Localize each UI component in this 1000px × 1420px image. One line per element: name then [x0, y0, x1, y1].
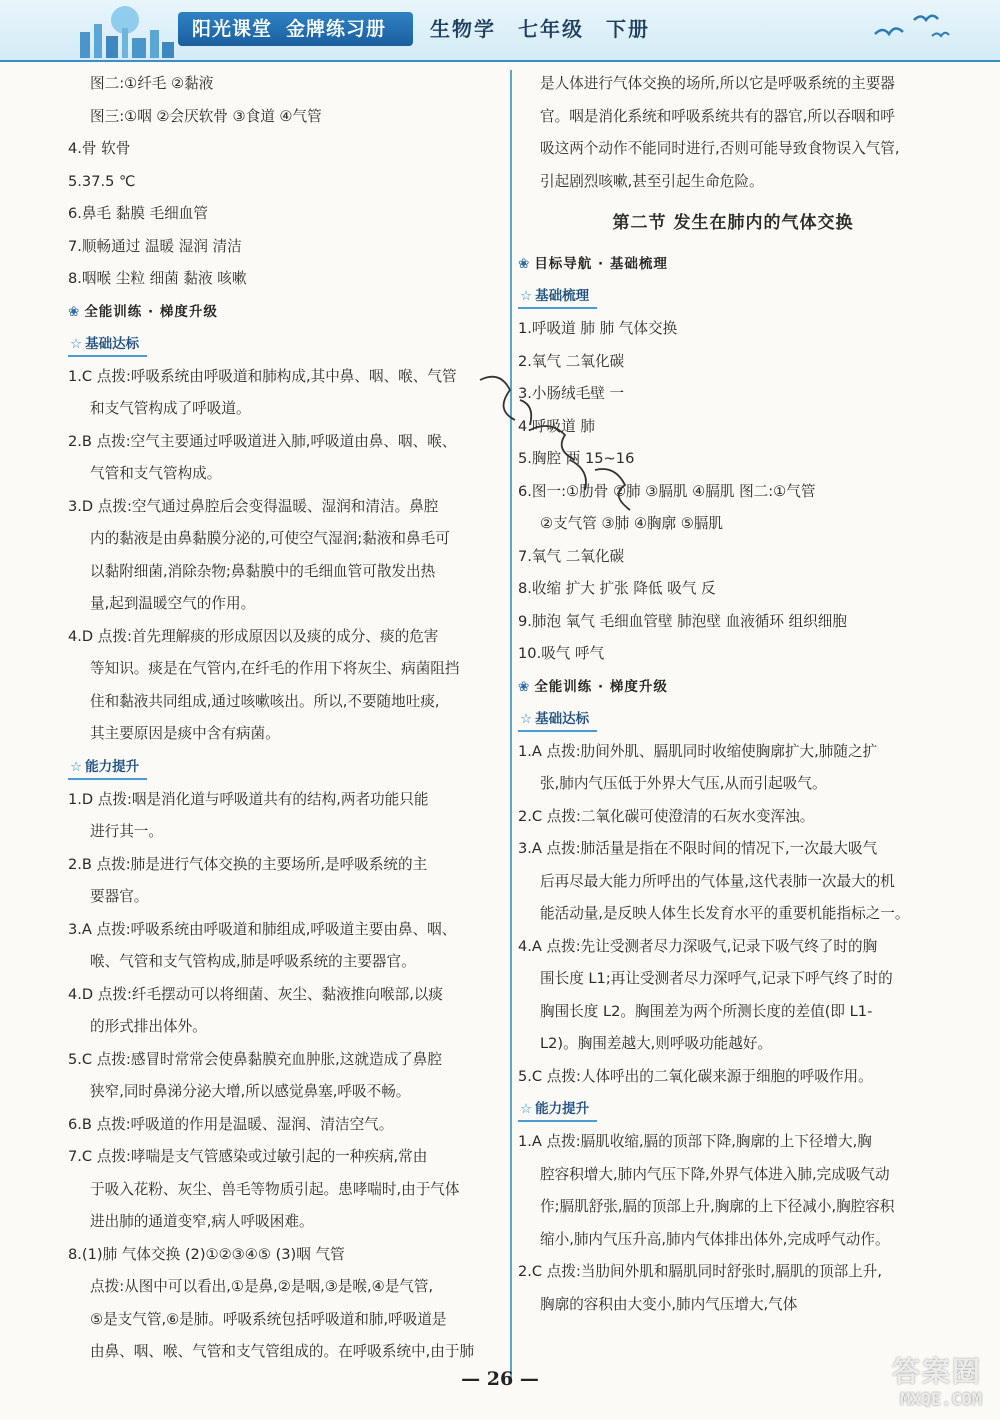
answer-line: ⑤是支气管,⑥是肺。呼吸系统包括呼吸道和肺,呼吸道是	[90, 1310, 447, 1328]
answer-line: 作;膈肌舒张,膈的顶部上升,胸廓的上下径减小,胸腔容积	[540, 1198, 895, 1215]
answer-line: 腔容积增大,肺内气压下降,外界气体进入肺,完成吸气动	[540, 1165, 890, 1183]
answer-line: 由鼻、咽、喉、气管和支气管组成的。在呼吸系统中,由于肺	[90, 1343, 475, 1360]
brand-title	[178, 12, 413, 46]
answer-line: 进行其一。	[90, 823, 163, 840]
answer-line: 3.A 点拨:呼吸系统由呼吸道和肺组成,呼吸道主要由鼻、咽、	[68, 920, 457, 938]
flower-icon: ❀	[68, 303, 81, 320]
answer-line: 2.氧气 二氧化碳	[518, 352, 625, 370]
answer-line: 等知识。痰是在气管内,在纤毛的作用下将灰尘、病菌阻挡	[90, 660, 460, 677]
answer-line: 2.C 点拨:当肋间外肌和膈肌同时舒张时,膈肌的顶部上升,	[518, 1263, 883, 1280]
answer-line: 1.D 点拨:咽是消化道与呼吸道共有的结构,两者功能只能	[68, 790, 429, 808]
answer-line: 1.C 点拨:呼吸系统由呼吸道和肺构成,其中鼻、咽、喉、气管	[68, 367, 457, 385]
answer-line: 7.氧气 二氧化碳	[518, 547, 625, 565]
answer-line: 6.图一:①肋骨 ②肺 ③膈肌 ④膈肌 图二:①气管	[518, 482, 816, 500]
banner-label: 全能训练 · 梯度升级	[84, 303, 218, 320]
answer-line: 胸廓的容积由大变小,肺内气压增大,气体	[540, 1295, 798, 1313]
answer-line: 6.B 点拨:呼吸道的作用是温暖、湿润、清洁空气。	[68, 1115, 394, 1133]
right-column	[518, 68, 948, 1321]
tag-label: 能力提升	[535, 1101, 590, 1117]
answer-line: L2)。胸围差越大,则呼吸功能越好。	[540, 1035, 773, 1052]
subsection-heading	[518, 1093, 948, 1126]
watermark-logo	[822, 1350, 982, 1416]
page-header	[0, 0, 1000, 62]
answer-line: 4.呼吸道 肺	[518, 417, 595, 435]
banner-label: 全能训练 · 梯度升级	[534, 678, 668, 695]
volume-label: 下册	[606, 17, 650, 41]
answer-line: 4.A 点拨:先让受测者尽力深吸气,记录下吸气终了时的胸	[518, 937, 878, 955]
answer-line: ②支气管 ③肺 ④胸廓 ⑤膈肌	[540, 515, 723, 532]
answer-line: 量,起到温暖空气的作用。	[90, 595, 256, 612]
flower-icon: ❀	[518, 678, 531, 695]
answer-line: 2.B 点拨:肺是进行气体交换的主要场所,是呼吸系统的主	[68, 855, 428, 873]
answer-line: 10.吸气 呼气	[518, 645, 605, 662]
subsection-heading	[68, 751, 533, 784]
answer-line: 8.咽喉 尘粒 细菌 黏液 咳嗽	[68, 270, 247, 287]
subsection-heading	[68, 328, 533, 361]
answer-line: 能活动量,是反映人体生长发育水平的重要机能指标之一。	[540, 905, 910, 922]
answer-line: 9.肺泡 氧气 毛细血管壁 肺泡壁 血液循环 组织细胞	[518, 612, 847, 630]
answer-line: 7.C 点拨:哮喘是支气管感染或过敏引起的一种疾病,常由	[68, 1148, 428, 1165]
subsection-tag	[68, 333, 147, 357]
answer-line: 气管和支气管构成。	[90, 465, 222, 482]
subsection-tag	[518, 285, 597, 309]
tag-label: 基础达标	[535, 710, 590, 727]
watermark-url: MXQE.COM	[900, 1390, 982, 1410]
answer-line: 以黏附细菌,消除杂物;鼻黏膜中的毛细血管可散发出热	[90, 562, 436, 580]
brand-part-1: 阳光课堂	[192, 18, 273, 40]
star-icon: ☆	[70, 335, 83, 352]
star-icon: ☆	[520, 710, 533, 727]
brand-part-2: 金牌练习册	[286, 18, 387, 40]
answer-line: 于吸入花粉、灰尘、兽毛等物质引起。患哮喘时,由于气体	[90, 1180, 460, 1198]
answer-line: 6.鼻毛 黏膜 毛细血管	[68, 205, 208, 222]
answer-line: 5.胸腔 两 15~16	[518, 450, 635, 467]
banner-label: 目标导航 · 基础梳理	[534, 256, 668, 272]
subsection-heading	[518, 703, 948, 736]
subsection-tag	[518, 708, 597, 732]
answer-line: 3.A 点拨:肺活量是指在不限时间的情况下,一次最大吸气	[518, 840, 878, 857]
answer-line: 吸这两个动作不能同时进行,否则可能导致食物误入气管,	[540, 140, 900, 157]
answer-line: 3.D 点拨:空气通过鼻腔后会变得温暖、湿润和清洁。鼻腔	[68, 497, 439, 515]
answer-line: 2.C 点拨:二氧化碳可使澄清的石灰水变浑浊。	[518, 807, 815, 825]
answer-line: 4.骨 软骨	[68, 140, 131, 157]
tag-label: 基础达标	[85, 335, 140, 352]
section-title: 第二节 发生在肺内的气体交换	[612, 213, 854, 233]
answer-line: 5.37.5 ℃	[68, 172, 136, 190]
city-skyline-logo-icon	[70, 2, 180, 58]
answer-line: 图二:①纤毛 ②黏液	[90, 75, 214, 92]
answer-line: 是人体进行气体交换的场所,所以它是呼吸系统的主要器	[540, 75, 895, 92]
section-banner	[518, 248, 948, 280]
answer-line: 住和黏液共同组成,通过咳嗽咳出。所以,不要随地吐痰,	[90, 692, 440, 710]
page-number: — 26 —	[461, 1368, 539, 1390]
birds-icon	[870, 6, 950, 46]
answer-line: 胸围长度 L2。胸围差为两个所测长度的差值(即 L1-	[540, 1002, 873, 1020]
answer-line: 4.D 点拨:纤毛摆动可以将细菌、灰尘、黏液推向喉部,以痰	[68, 985, 444, 1003]
answer-line: 官。咽是消化系统和呼吸系统共有的器官,所以吞咽和呼	[540, 107, 895, 125]
flower-icon: ❀	[518, 256, 531, 272]
tag-label: 基础梳理	[535, 288, 590, 304]
answer-line: 4.D 点拨:首先理解痰的形成原因以及痰的成分、痰的危害	[68, 627, 439, 645]
answer-line: 和支气管构成了呼吸道。	[90, 400, 251, 417]
left-column	[68, 68, 533, 1369]
answer-line: 3.小肠绒毛壁 一	[518, 385, 625, 402]
answer-line: 点拨:从图中可以看出,①是鼻,②是咽,③是喉,④是气管,	[90, 1278, 434, 1295]
answer-line: 张,肺内气压低于外界大气压,从而引起吸气。	[540, 775, 827, 792]
answer-line: 8.收缩 扩大 扩张 降低 吸气 反	[518, 580, 716, 597]
subject-label: 生物学	[430, 17, 496, 41]
subsection-tag	[68, 756, 147, 780]
answer-line: 1.A 点拨:膈肌收缩,膈的顶部下降,胸廓的上下径增大,胸	[518, 1133, 872, 1150]
answer-line: 进出肺的通道变窄,病人呼吸困难。	[90, 1213, 314, 1230]
answer-line: 后再尽最大能力所呼出的气体量,这代表肺一次最大的机	[540, 872, 895, 890]
answer-line: 5.C 点拨:感冒时常常会使鼻黏膜充血肿胀,这就造成了鼻腔	[68, 1050, 442, 1068]
answer-line: 5.C 点拨:人体呼出的二氧化碳来源于细胞的呼吸作用。	[518, 1067, 873, 1085]
section-banner	[68, 296, 533, 328]
answer-line: 缩小,肺内气压升高,肺内气体排出体外,完成呼气动作。	[540, 1230, 890, 1248]
answer-line: 7.顺畅通过 温暖 湿润 清洁	[68, 237, 242, 255]
answer-line: 狭窄,同时鼻涕分泌大增,所以感觉鼻塞,呼吸不畅。	[90, 1083, 411, 1100]
answer-line: 引起剧烈咳嗽,甚至引起生命危险。	[540, 172, 764, 190]
answer-line: 8.(1)肺 气体交换 (2)①②③④⑤ (3)咽 气管	[68, 1245, 345, 1263]
answer-line: 1.A 点拨:肋间外肌、膈肌同时收缩使胸廓扩大,肺随之扩	[518, 742, 878, 760]
answer-line: 内的黏液是由鼻黏膜分泌的,可使空气湿润;黏液和鼻毛可	[90, 530, 450, 547]
answer-line: 1.呼吸道 肺 肺 气体交换	[518, 320, 678, 337]
star-icon: ☆	[70, 758, 83, 775]
section-banner	[518, 671, 948, 703]
subject-info	[430, 14, 672, 44]
answer-line: 喉、气管和支气管构成,肺是呼吸系统的主要器官。	[90, 953, 416, 970]
answer-line: 要器官。	[90, 888, 149, 905]
star-icon: ☆	[520, 288, 533, 304]
grade-label: 七年级	[518, 17, 584, 41]
subsection-heading	[518, 280, 948, 313]
watermark-text: 答案圈	[891, 1355, 982, 1388]
tag-label: 能力提升	[85, 758, 140, 775]
answer-line: 的形式排出体外。	[90, 1018, 207, 1035]
star-icon: ☆	[520, 1101, 533, 1117]
answer-line: 围长度 L1;再让受测者尽力深呼气,记录下呼气终了时的	[540, 970, 893, 987]
answer-line: 图三:①咽 ②会厌软骨 ③食道 ④气管	[90, 107, 322, 125]
answer-line: 2.B 点拨:空气主要通过呼吸道进入肺,呼吸道由鼻、咽、喉、	[68, 432, 457, 450]
answer-line: 其主要原因是痰中含有病菌。	[90, 725, 280, 742]
subsection-tag	[518, 1098, 597, 1122]
